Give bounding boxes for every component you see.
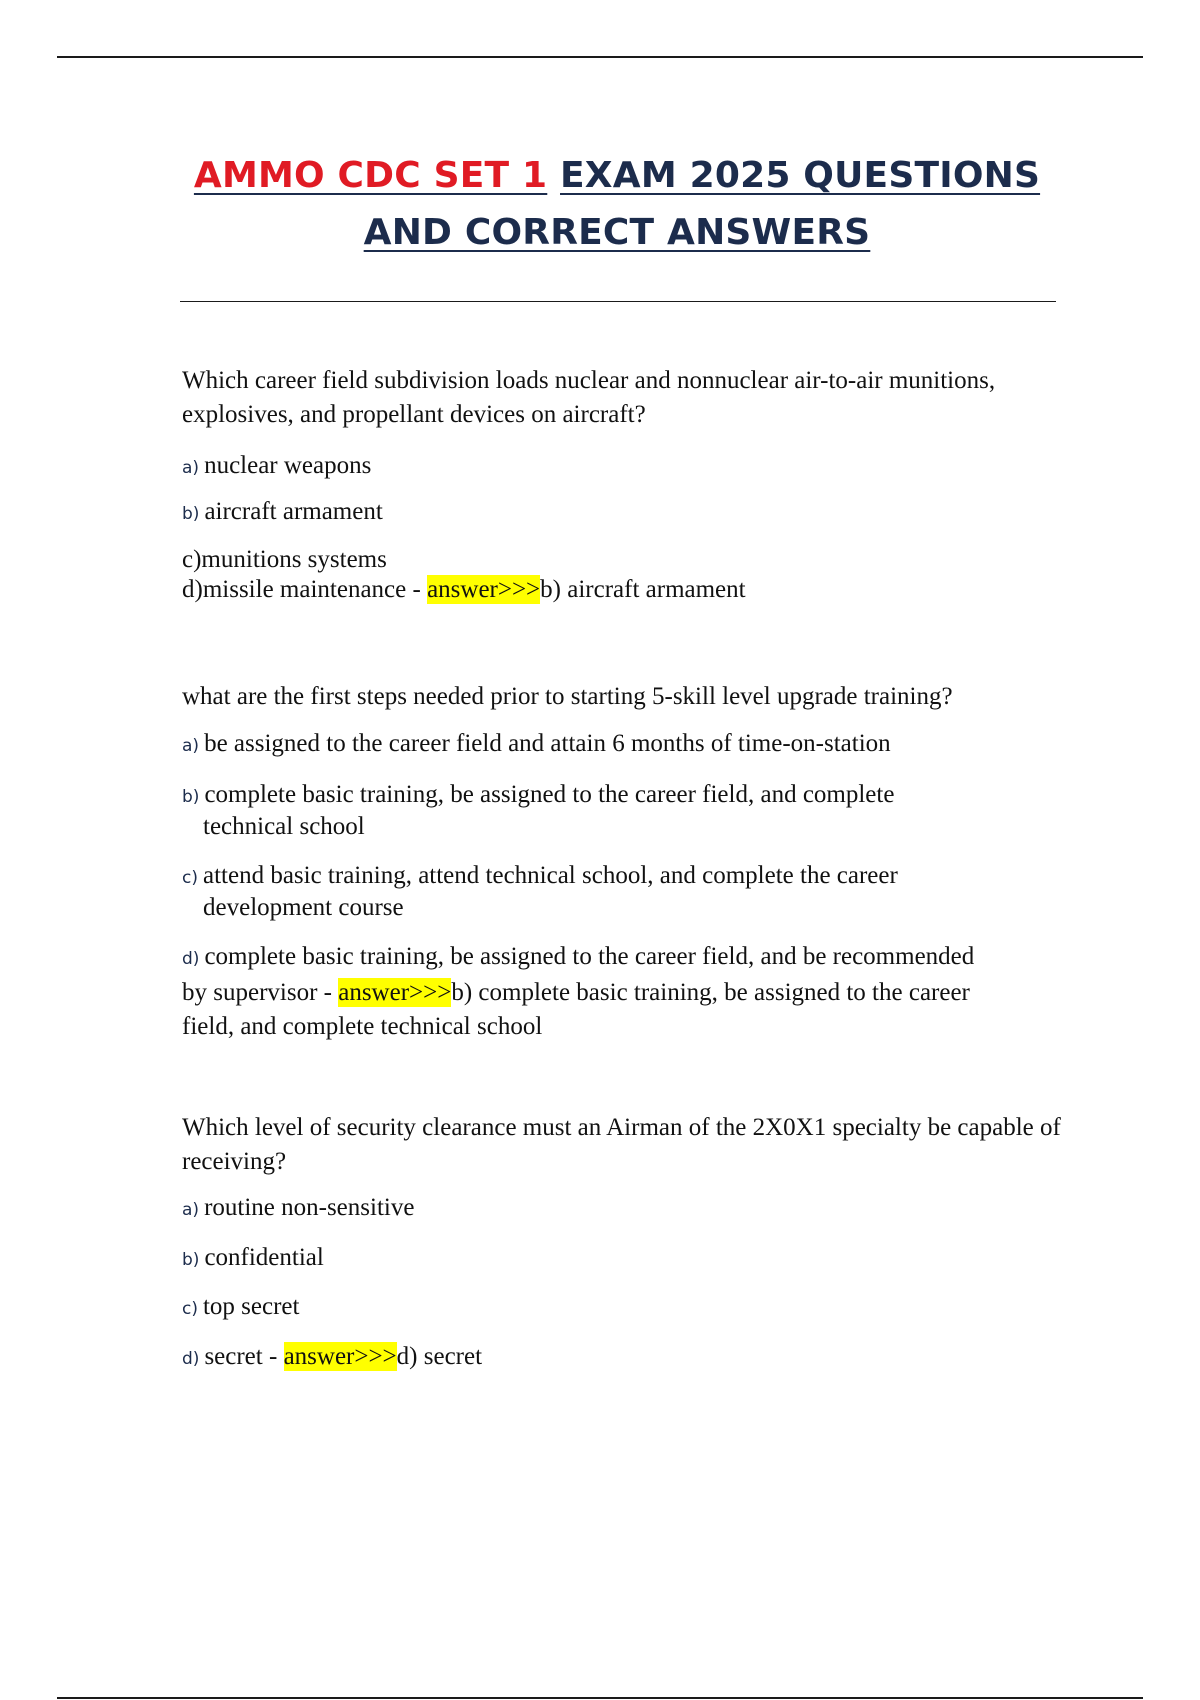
option-text: nuclear weapons (204, 452, 372, 479)
option-text: confidential (204, 1244, 324, 1271)
correct-answer: d) secret (396, 1343, 483, 1370)
correct-answer: b) aircraft armament (540, 576, 746, 603)
option-text: routine non-sensitive (204, 1194, 415, 1221)
question-3-text: Which level of security clearance must an Airman of the 2X0X1 specialty be capable of receiving? (182, 1114, 1061, 1175)
answer-highlight: answer>>> (427, 576, 541, 603)
title-red-part: AMMO CDC SET 1 (193, 155, 548, 196)
option-letter: a) (182, 1200, 200, 1220)
option-letter: d) (182, 949, 200, 969)
option-letter: b) (182, 787, 200, 807)
option-letter: c) (182, 868, 198, 888)
question-2-option-b (182, 780, 982, 842)
option-text: complete basic training, be assigned to the career field, and be recommended by supervisor - (182, 943, 975, 1006)
option-text: be assigned to the career field and attain 6 months of time-on-station (204, 730, 891, 757)
question-1-option-d (182, 575, 1042, 605)
question-2-text: what are the first steps needed prior to starting 5-skill level upgrade training? (182, 683, 953, 710)
option-letter: b) (182, 1250, 200, 1270)
question-1-text: Which career field subdivision loads nuclear and nonnuclear air-to-air munitions, explosives, and propellant devices on aircraft? (182, 367, 996, 428)
option-text: aircraft armament (204, 498, 383, 525)
question-3-option-a (182, 1193, 1042, 1225)
option-letter: b) (182, 504, 200, 524)
correct-answer: b) complete basic training, be assigned to the career field, and complete technical school (182, 979, 970, 1040)
bottom-rule (57, 1697, 1143, 1699)
question-1-option-a (182, 451, 1042, 483)
title-line-2-text: AND CORRECT ANSWERS (363, 212, 871, 253)
answer-highlight: answer>>> (283, 1343, 397, 1370)
question-2-option-c (182, 861, 982, 923)
question-2-option-a (182, 729, 1042, 761)
option-letter: a) (182, 736, 200, 756)
question-list (182, 0, 1062, 1700)
option-letter: d) (182, 1349, 200, 1369)
question-1-option-b (182, 497, 1042, 529)
option-text: d)missile maintenance - (182, 576, 428, 603)
option-text: complete basic training, be assigned to the career field, and complete technical school (203, 781, 895, 840)
option-text: top secret (202, 1293, 300, 1320)
option-text: attend basic training, attend technical school, and complete the career development course (202, 862, 898, 921)
answer-highlight: answer>>> (338, 979, 452, 1006)
question-3-option-c (182, 1292, 1042, 1324)
question-3-option-d (182, 1342, 1042, 1374)
option-text: secret - (204, 1343, 284, 1370)
question-3-option-b (182, 1243, 1042, 1275)
question-2-option-d (182, 940, 982, 1044)
question-1-option-c: c)munitions systems (182, 546, 387, 573)
title-navy-part: EXAM 2025 QUESTIONS (560, 155, 1041, 196)
option-letter: c) (182, 1299, 198, 1319)
option-letter: a) (182, 458, 200, 478)
